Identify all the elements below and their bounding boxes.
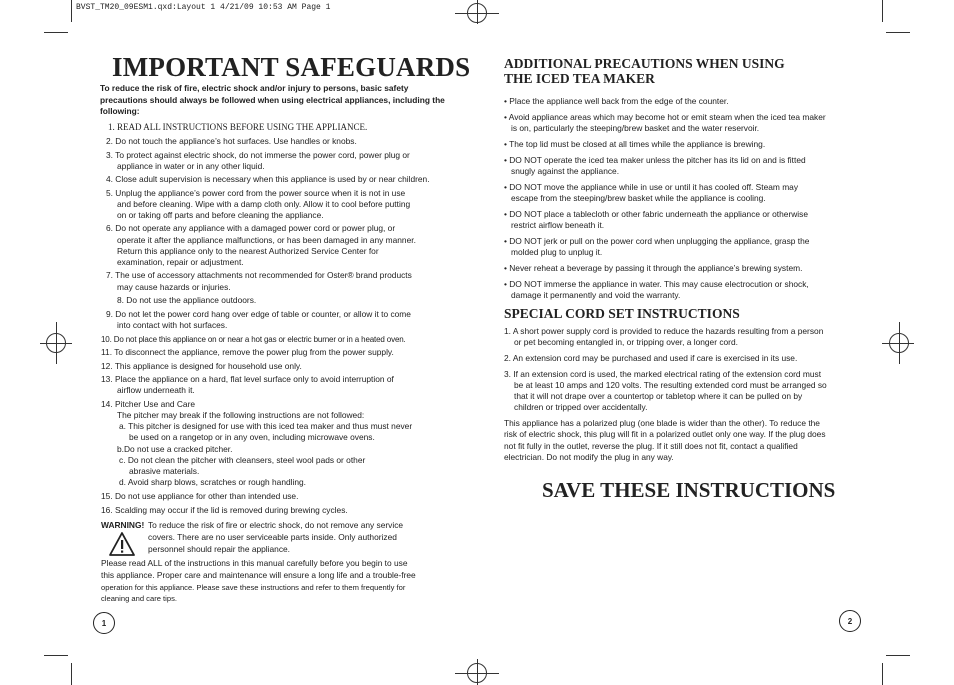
- save-instructions-heading: SAVE THESE INSTRUCTIONS: [542, 478, 836, 502]
- safeguard-line: 16. Scalding may occur if the lid is removed during brewing cycles.: [101, 505, 348, 515]
- safeguard-line: airflow underneath it.: [117, 385, 195, 395]
- safeguard-line: d. Avoid sharp blows, scratches or rough handling.: [119, 477, 306, 487]
- safeguard-line: 12. This appliance is designed for household use only.: [101, 361, 302, 371]
- precaution-line: damage it permanently and void the warranty.: [511, 290, 681, 300]
- precaution-line: • DO NOT immerse the appliance in water. This may cause electrocution or shock,: [504, 279, 809, 289]
- precaution-line: escape from the steeping/brew basket while the appliance is cooling.: [511, 193, 766, 203]
- safeguard-line: 10. Do not place this appliance on or near a hot gas or electric burner or in a heated oven.: [101, 335, 406, 344]
- cord-line: 1. A short power supply cord is provided to reduce the hazards resulting from a person: [504, 326, 824, 336]
- cord-line: or pet becoming entangled in, or tripping over, a longer cord.: [514, 337, 738, 347]
- precaution-line: • The top lid must be closed at all times while the appliance is brewing.: [504, 139, 766, 149]
- crop-mark: [886, 655, 910, 656]
- print-slug: BVST_TM20_09ESM1.qxd:Layout 1 4/21/09 10:53 AM Page 1: [76, 3, 331, 12]
- precaution-line: • Place the appliance well back from the edge of the counter.: [504, 96, 729, 106]
- safeguard-line: and before cleaning. Wipe with a damp cloth only. Allow it to cool before putting: [117, 199, 411, 209]
- warning-line: To reduce the risk of fire or electric shock, do not remove any service: [148, 520, 404, 530]
- precaution-line: • Never reheat a beverage by passing it through the appliance’s brewing system.: [504, 263, 803, 273]
- safeguard-line: 3. To protect against electric shock, do not immerse the power cord, power plug or: [106, 150, 410, 160]
- safeguard-line: 2. Do not touch the appliance’s hot surfaces. Use handles or knobs.: [106, 136, 357, 146]
- crop-mark: [71, 0, 72, 22]
- safeguard-line: 4. Close adult supervision is necessary when this appliance is used by or near children.: [106, 174, 430, 184]
- cord-line: not fit fully in the outlet, reverse the plug. If it still does not fit, contact a qualified: [504, 441, 798, 451]
- page-number: 1: [93, 612, 115, 634]
- safeguard-line: b.Do not use a cracked pitcher.: [117, 444, 233, 454]
- safeguard-line: c. Do not clean the pitcher with cleansers, steel wool pads or other: [119, 455, 366, 465]
- safeguard-line: Return this appliance only to the nearest Authorized Service Center for: [117, 246, 379, 256]
- warning-triangle-icon: [109, 532, 135, 556]
- safeguard-line: a. This pitcher is designed for use with this iced tea maker and thus must never: [119, 421, 413, 431]
- closing-line: this appliance. Proper care and maintenance will ensure a long life and a trouble-free: [101, 570, 416, 580]
- crop-mark: [882, 0, 883, 22]
- crop-mark: [886, 32, 910, 33]
- safeguard-line: 9. Do not let the power cord hang over edge of table or counter, or allow it to come: [106, 309, 411, 319]
- warning-line: covers. There are no user serviceable parts inside. Only authorized: [148, 532, 397, 542]
- crop-mark: [44, 32, 68, 33]
- precaution-line: molded plug to unplug it.: [511, 247, 603, 257]
- precaution-line: • DO NOT place a tablecloth or other fabric underneath the appliance or otherwise: [504, 209, 808, 219]
- safeguard-line: abrasive materials.: [129, 466, 200, 476]
- safeguard-line: examination, repair or adjustment.: [117, 257, 244, 267]
- crop-mark: [882, 663, 883, 685]
- cord-line: be at least 10 amps and 120 volts. The resulting extended cord must be arranged so: [514, 380, 827, 390]
- safeguard-line: 14. Pitcher Use and Care: [101, 399, 196, 409]
- safeguard-line: 1. READ ALL INSTRUCTIONS BEFORE USING THE APPLIANCE.: [108, 122, 368, 132]
- heading-line: ADDITIONAL PRECAUTIONS WHEN USING: [504, 56, 785, 71]
- section-heading-precautions: [504, 56, 785, 86]
- cord-line: that it will not drape over a countertop or tabletop where it can be pulled on by: [514, 391, 803, 401]
- safeguard-line: 7. The use of accessory attachments not recommended for Oster® brand products: [106, 270, 412, 280]
- safeguard-line: 8. Do not use the appliance outdoors.: [117, 295, 257, 305]
- cord-line: This appliance has a polarized plug (one blade is wider than the other). To reduce the: [504, 418, 820, 428]
- closing-line: Please read ALL of the instructions in this manual carefully before you begin to use: [101, 558, 408, 568]
- heading-line: THE ICED TEA MAKER: [504, 71, 655, 86]
- precaution-line: is on, particularly the steeping/brew basket and the water reservoir.: [511, 123, 760, 133]
- precaution-line: restrict airflow beneath it.: [511, 220, 605, 230]
- safeguard-line: 15. Do not use appliance for other than intended use.: [101, 491, 299, 501]
- cord-line: 2. An extension cord may be purchased and used if care is exercised in its use.: [504, 353, 798, 363]
- section-heading-cord: SPECIAL CORD SET INSTRUCTIONS: [504, 306, 740, 321]
- cord-line: 3. If an extension cord is used, the marked electrical rating of the extension cord must: [504, 369, 822, 379]
- safeguard-line: may cause hazards or injuries.: [117, 282, 231, 292]
- warning-label: WARNING!: [101, 520, 145, 530]
- warning-line: personnel should repair the appliance.: [148, 544, 291, 554]
- precaution-line: • DO NOT operate the iced tea maker unless the pitcher has its lid on and is fitted: [504, 155, 806, 165]
- precaution-line: • DO NOT move the appliance while in use or until it has cooled off. Steam may: [504, 182, 799, 192]
- page-title: IMPORTANT SAFEGUARDS: [112, 52, 471, 82]
- cord-line: electrician. Do not modify the plug in any way.: [504, 452, 674, 462]
- safeguard-line: operate it after the appliance malfunctions, or has been damaged in any manner.: [117, 235, 416, 245]
- crop-mark: [71, 663, 72, 685]
- precaution-line: snugly against the appliance.: [511, 166, 620, 176]
- closing-line: cleaning and care tips.: [101, 594, 177, 603]
- safeguard-line: 6. Do not operate any appliance with a damaged power cord or power plug, or: [106, 223, 396, 233]
- closing-line: operation for this appliance. Please save these instructions and refer to them frequently for: [101, 583, 406, 592]
- crop-mark: [44, 655, 68, 656]
- safeguard-line: 13. Place the appliance on a hard, flat level surface only to avoid interruption of: [101, 374, 394, 384]
- precaution-line: • DO NOT jerk or pull on the power cord when unplugging the appliance, grasp the: [504, 236, 810, 246]
- page-number: 2: [839, 610, 861, 632]
- safeguard-line: into contact with hot surfaces.: [117, 320, 228, 330]
- cord-line: children or tripped over accidentally.: [514, 402, 648, 412]
- precaution-line: • Avoid appliance areas which may become hot or emit steam when the iced tea maker: [504, 112, 826, 122]
- safeguard-line: on or taking off parts and before cleaning the appliance.: [117, 210, 324, 220]
- safeguard-line: 5. Unplug the appliance’s power cord from the power source when it is not in use: [106, 188, 406, 198]
- safeguard-line: appliance in water or in any other liquid.: [117, 161, 265, 171]
- intro-paragraph: To reduce the risk of fire, electric shock and/or injury to persons, basic safety precautions should always be followed when using electrical appliances, including the following:: [100, 83, 445, 116]
- safeguard-line: be used on a rangetop or in any oven, including microwave ovens.: [129, 432, 375, 442]
- safeguard-line: The pitcher may break if the following instructions are not followed:: [117, 410, 365, 420]
- cord-line: risk of electric shock, this plug will fit in a polarized outlet only one way. If the plug does: [504, 429, 826, 439]
- safeguard-line: 11. To disconnect the appliance, remove the power plug from the power supply.: [101, 347, 394, 357]
